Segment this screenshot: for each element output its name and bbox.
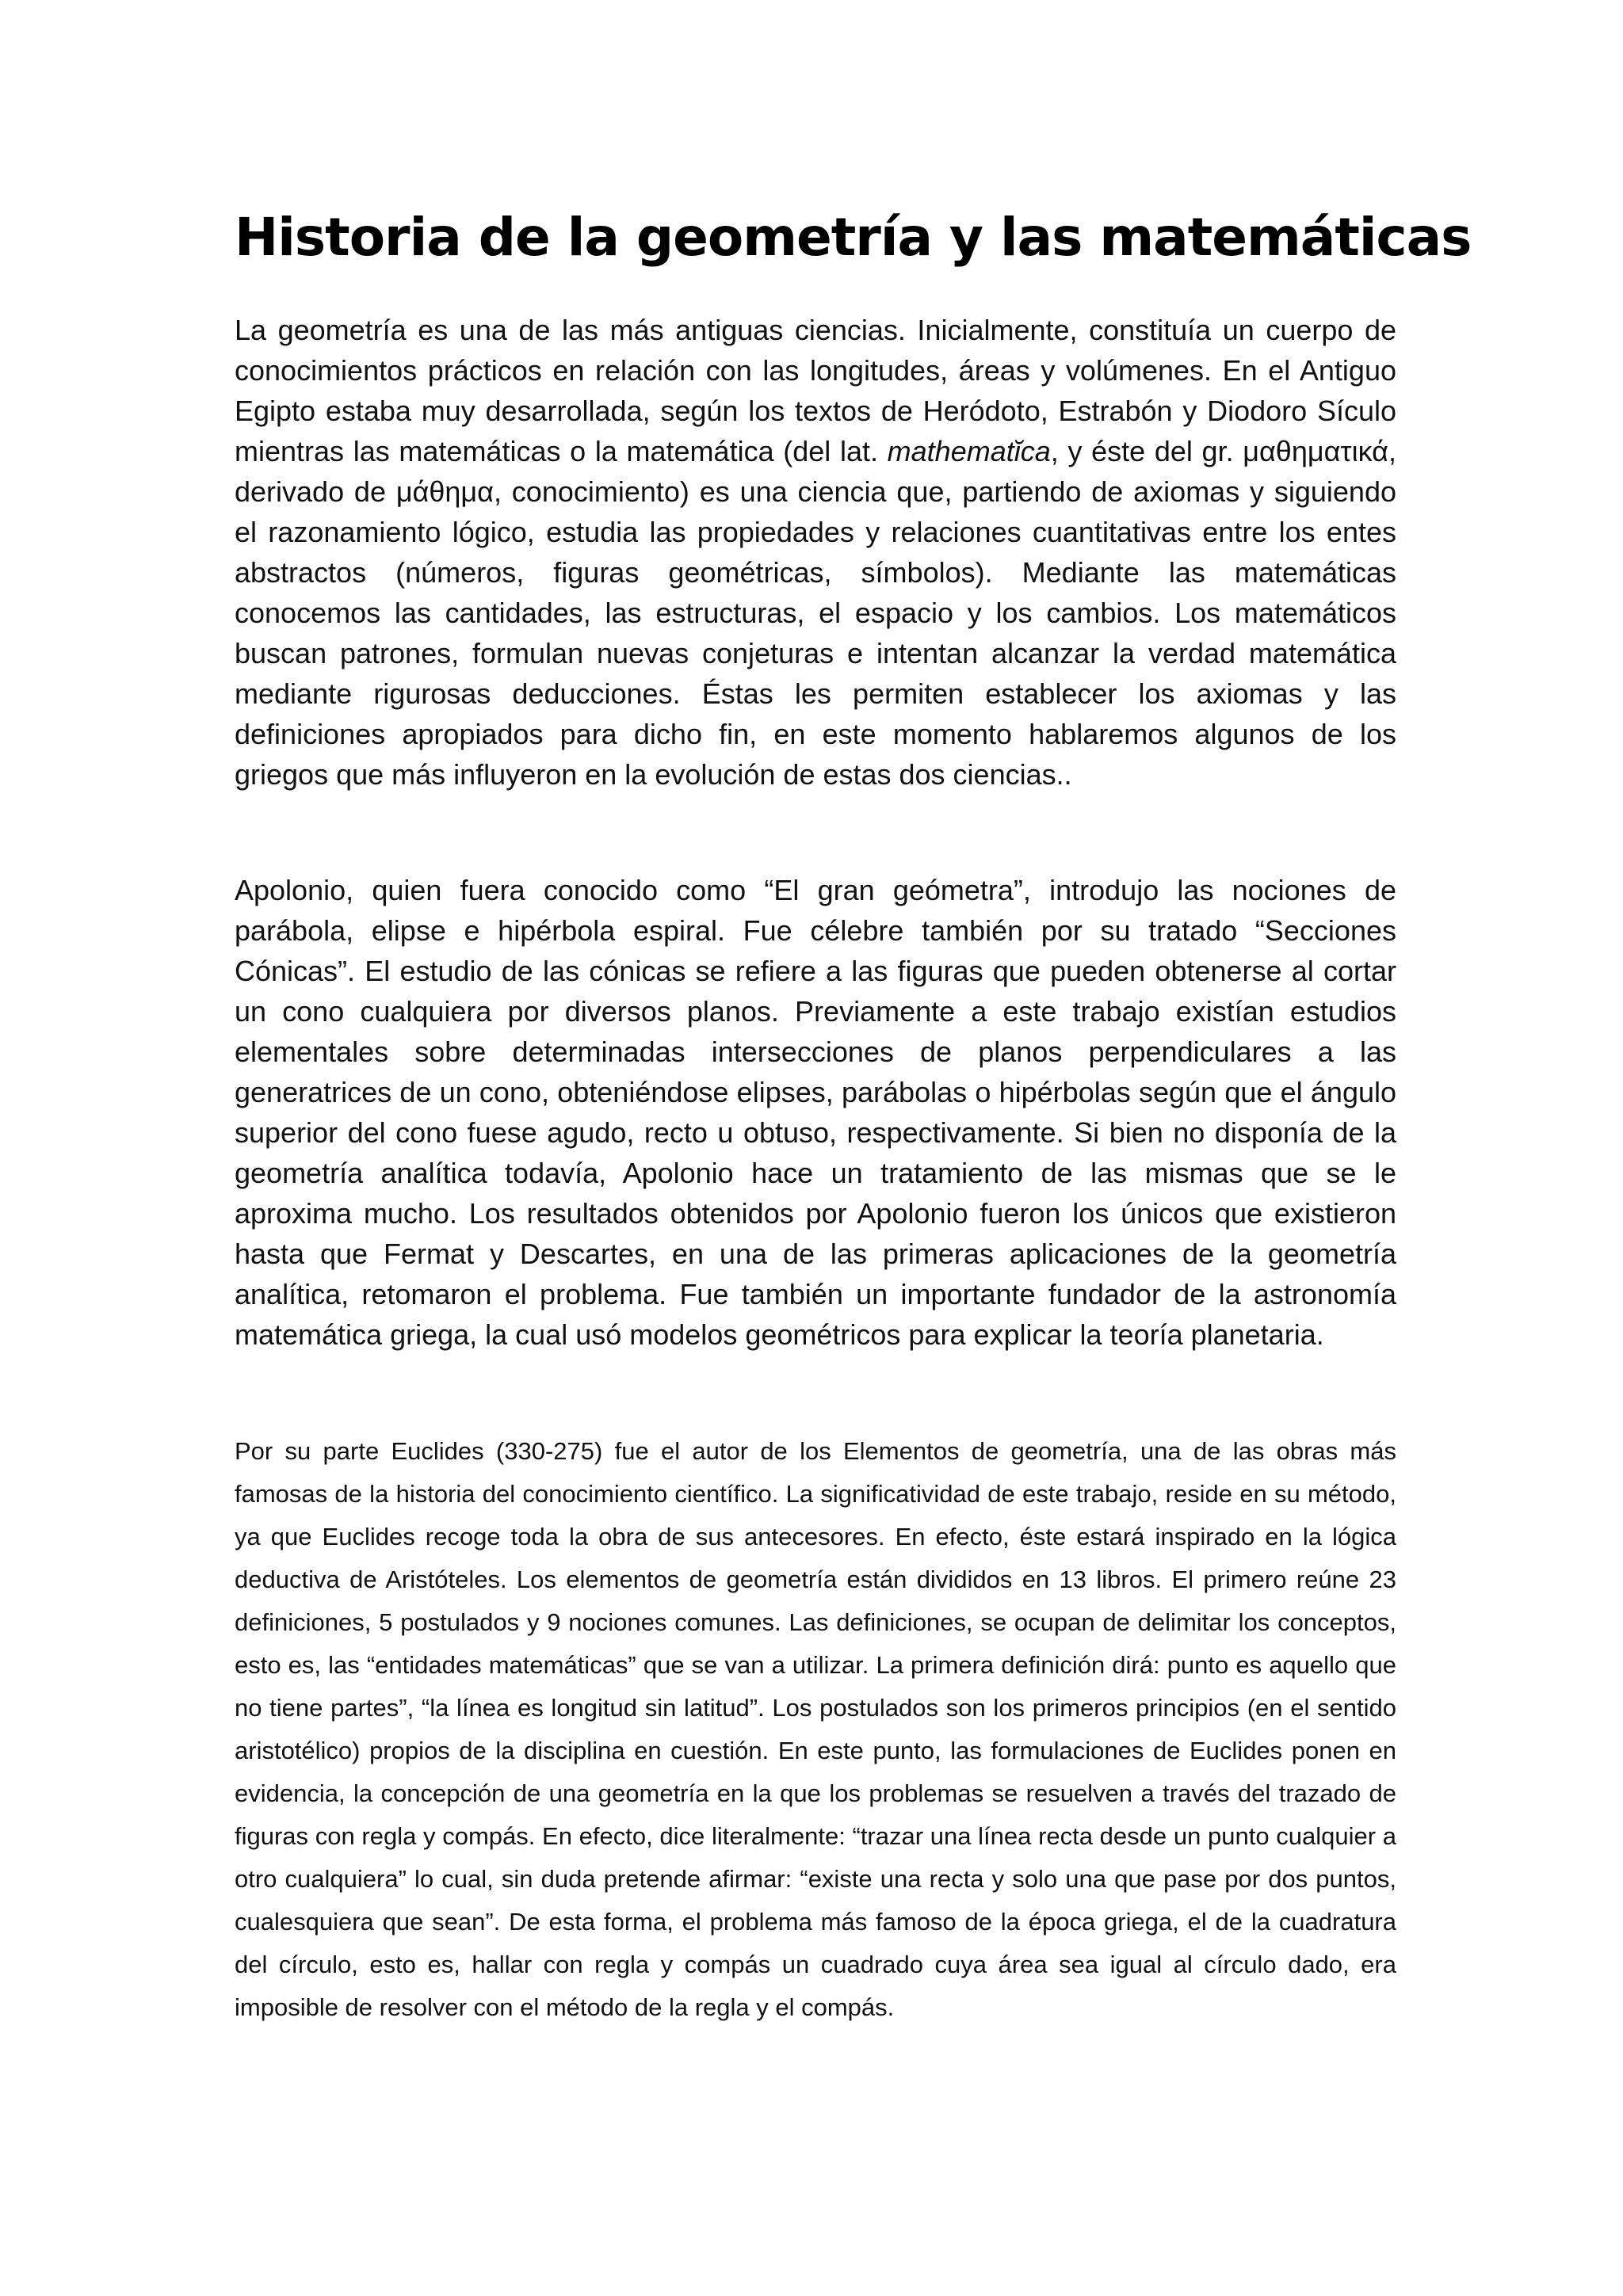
intro-paragraph-text-start: La geometría es una de las más antiguas ciencias. Inicialmente, constituía un cuerpo de conocimientos prácticos en relación con las longitudes, áreas y volúmenes. En el Antiguo Egipto estaba muy desarrollada, según los textos de Heródoto, Estrabón y Diodoro Sículo mientras las matemáticas o la matemática (del lat.: [235, 314, 1396, 467]
euclides-paragraph: Por su parte Euclides (330-275) fue el autor de los Elementos de geometría, una de las obras más famosas de la historia del conocimiento científico. La significatividad de este trabajo, reside en su método, ya que Euclides recoge toda la obra de sus antecesores. En efecto, éste estará inspirado en la lógica deductiva de Aristóteles. Los elementos de geometría están divididos en 13 libros. El primero reúne 23 definiciones, 5 postulados y 9 nociones comunes. Las definiciones, se ocupan de delimitar los conceptos, esto es, las “entidades matemáticas” que se van a utilizar. La primera definición dirá: punto es aquello que no tiene partes”, “la línea es longitud sin latitud”. Los postulados son los primeros principios (en el sentido aristotélico) propios de la disciplina en cuestión. En este punto, las formulaciones de Euclides ponen en evidencia, la concepción de una geometría en la que los problemas se resuelven a través del trazado de figuras con regla y compás. En efecto, dice literalmente: “trazar una línea recta desde un punto cualquier a otro cualquiera” lo cual, sin duda pretende afirmar: “existe una recta y solo una que pase por dos puntos, cualesquiera que sean”. De esta forma, el problema más famoso de la época griega, el de la cuadratura del círculo, esto es, hallar con regla y compás un cuadrado cuya área sea igual al círculo dado, era imposible de resolver con el método de la regla y el compás.: [235, 1437, 1396, 2021]
document-title: Historia de la geometría y las matemáticas: [235, 207, 1472, 268]
apolonio-paragraph: Apolonio, quien fuera conocido como “El gran geómetra”, introdujo las nociones de parábola, elipse e hipérbola espiral. Fue célebre también por su tratado “Secciones Cónicas”. El estudio de las cónicas se refiere a las figuras que pueden obtenerse al cortar un cono cualquiera por diversos planos. Previamente a este trabajo existían estudios elementales sobre determinadas intersecciones de planos perpendiculares a las generatrices de un cono, obteniéndose elipses, parábolas o hipérbolas según que el ángulo superior del cono fuese agudo, recto u obtuso, respectivamente. Si bien no disponía de la geometría analítica todavía, Apolonio hace un tratamiento de las mismas que se le aproxima mucho. Los resultados obtenidos por Apolonio fueron los únicos que existieron hasta que Fermat y Descartes, en una de las primeras aplicaciones de la geometría analítica, retomaron el problema. Fue también un importante fundador de la astronomía matemática griega, la cual usó modelos geométricos para explicar la teoría planetaria.: [235, 874, 1396, 1351]
intro-paragraph-text-end: , y éste del gr. μαθηματικά, derivado de μάθημα, conocimiento) es una ciencia que, partiendo de axiomas y siguiendo el razonamiento lógico, estudia las propiedades y relaciones cuantitativas entre los entes abstractos (números, figuras geométricas, símbolos). Mediante las matemáticas conocemos las cantidades, las estructuras, el espacio y los cambios. Los matemáticos buscan patrones, formulan nuevas conjeturas e intentan alcanzar la verdad matemática mediante rigurosas deducciones. Éstas les permiten establecer los axiomas y las definiciones apropiados para dicho fin, en este momento hablaremos algunos de los griegos que más influyeron en la evolución de estas dos ciencias..: [235, 435, 1396, 791]
intro-paragraph: [235, 310, 1396, 795]
latin-term: mathematĭca: [887, 435, 1051, 467]
